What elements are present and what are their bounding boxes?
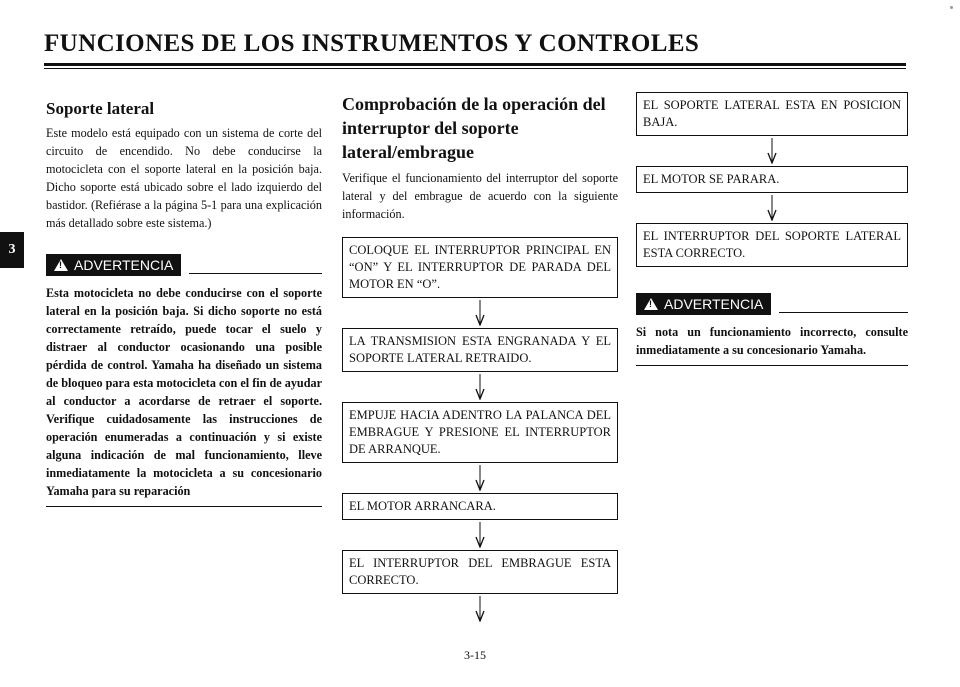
warning-end-rule — [46, 506, 322, 507]
warning-triangle-icon — [644, 298, 658, 310]
flow-step: EMPUJE HACIA ADENTRO LA PALANCA DEL EMBRAGUE Y PRESIONE EL INTERRUPTOR DE ARRANQUE. — [342, 402, 618, 463]
down-arrow-icon — [342, 520, 618, 550]
page-number: 3-15 — [464, 648, 486, 662]
section-body: Este modelo está equipado con un sistema de corte del circuito de encendido. No debe conducirse la motocicleta con el soporte lateral en la posición baja. Dicho soporte está ubicado sobre el lado izquierdo del bastidor. (Refiérase a la página 5-1 para una explicación más detallado sobre este sistema.) — [46, 126, 322, 230]
warning-triangle-icon — [54, 259, 68, 271]
down-arrow-icon — [342, 463, 618, 493]
down-arrow-icon — [636, 136, 908, 166]
warning-label: ADVERTENCIA — [74, 257, 174, 273]
warning-end-rule — [636, 365, 908, 366]
down-arrow-icon — [342, 594, 618, 624]
warning-header — [46, 254, 322, 276]
warning-header — [636, 293, 908, 315]
warning-rule — [779, 312, 908, 313]
corner-dot — [950, 6, 953, 9]
down-arrow-icon — [636, 193, 908, 223]
check-continued — [636, 92, 908, 366]
flow-step: EL SOPORTE LATERAL ESTA EN POSICION BAJA. — [636, 92, 908, 136]
flow-step: EL INTERRUPTOR DEL SOPORTE LATERAL ESTA CORRECTO. — [636, 223, 908, 267]
section-title: Comprobación de la operación del interruptor del soporte lateral/embrague — [342, 94, 606, 162]
flow-step: COLOQUE EL INTERRUPTOR PRINCIPAL EN “ON” Y EL INTERRUPTOR DE PARADA DEL MOTOR EN “Ο”. — [342, 237, 618, 298]
down-arrow-icon — [342, 372, 618, 402]
flow-step: LA TRANSMISION ESTA ENGRANADA Y EL SOPORTE LATERAL RETRAIDO. — [342, 328, 618, 372]
warning-rule — [189, 273, 322, 274]
section-title: Soporte lateral — [46, 99, 155, 118]
sidestand-section — [46, 98, 322, 507]
warning-text: Si nota un funcionamiento incorrecto, consulte inmediatamente a su concesionario Yamaha. — [636, 325, 908, 357]
chapter-tab: 3 — [0, 232, 24, 268]
flow-step: EL MOTOR ARRANCARA. — [342, 493, 618, 520]
section-intro: Verifique el funcionamiento del interruptor del soporte lateral y del embrague de acuerdo con la siguiente información. — [342, 171, 618, 221]
header-rule-thin — [44, 68, 906, 69]
flow-step: EL MOTOR SE PARARA. — [636, 166, 908, 193]
page-title: FUNCIONES DE LOS INSTRUMENTOS Y CONTROLES — [44, 30, 700, 57]
check-section — [342, 92, 618, 624]
warning-badge — [636, 293, 771, 315]
warning-label: ADVERTENCIA — [664, 296, 764, 312]
header-rule — [44, 63, 906, 66]
warning-badge — [46, 254, 181, 276]
flow-step: EL INTERRUPTOR DEL EMBRAGUE ESTA CORRECTO. — [342, 550, 618, 594]
down-arrow-icon — [342, 298, 618, 328]
warning-text: Esta motocicleta no debe conducirse con el soporte lateral en la posición baja. Si dicho soporte no está correctamente retraído, puede tocar el suelo y distraer al conductor ocasionando una posible pérdida de control. Yamaha ha diseñado un sistema de bloqueo para esta motocicleta con el fin de ayudar al conductor a acordarse de retraer el soporte. Verifique cuidadosamente las instrucciones de operación enumeradas a continuación y si existe alguna indicación de mal funcionamiento, lleve inmediatamente la motocicleta a su concesionario Yamaha para su reparación — [46, 286, 322, 498]
